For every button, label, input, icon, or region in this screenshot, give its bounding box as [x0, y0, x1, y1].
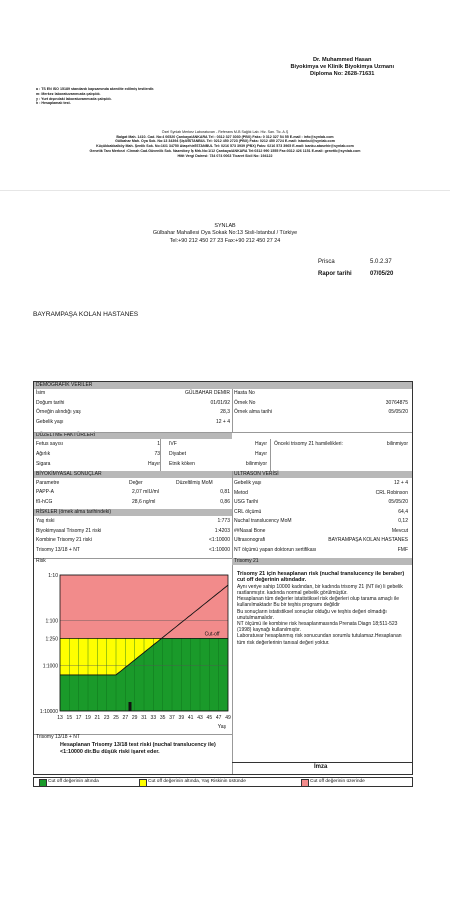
legend-label-red: Cut off değerinin üzerinde — [310, 779, 365, 784]
x-tick-label: 31 — [141, 715, 147, 721]
chart-x-axis — [57, 715, 231, 730]
us-value: CRL Robinson — [375, 490, 408, 496]
doctor-name: Dr. Muhammed Hasan — [313, 57, 372, 63]
us-value: Mevcut — [391, 528, 408, 534]
legend-label-yellow: Cut off değerinin altında, Yaş Riskinin üstünde — [148, 779, 246, 784]
y-tick-label: 1:250 — [45, 636, 58, 643]
section-trisomy21-title: Trisomy 21 — [232, 558, 412, 565]
us-label: Nuchal translucency MoM — [234, 518, 292, 524]
value-smoker: Hayır — [148, 461, 160, 467]
report-date-label: Rapor tarihi — [318, 271, 352, 277]
x-tick-label: 25 — [113, 715, 119, 721]
value-sample-no: 30764875 — [385, 400, 408, 406]
trisomy1318-text: Hesaplanan Trisomy 13/18 test riski (nuchal translucency ile) <1:10000 dir.Bu düşük riski işaret eder. — [60, 742, 216, 755]
page-divider — [0, 190, 450, 191]
section-trisomy1318-title: Trisomy 13/18 + NT — [36, 734, 80, 740]
mom-fb-hcg: 0,86 — [220, 499, 230, 505]
trisomy21-paragraph: Aynı veriye sahip 10000 kadından, bir kadında trisomy 21 (NT ile) li gebelik rastlanmıştır. kadında normal gebelik görülmüştür. — [237, 583, 403, 597]
value-papp-a: 2,07 mIU/ml — [132, 489, 159, 495]
column-divider — [270, 439, 271, 471]
legend-swatch-yellow — [139, 779, 147, 787]
address-line: Genetik Tanı Merkezi :Cinnah Cad.Güvenlik Sok. Nazmibey İş Mrk.No:1/12 Çankaya/ANKARA Tel:0312 990 1555 Fax:0312 426 1151 E-mail: genetik@synlab.com — [89, 148, 361, 153]
y-tick-label: 1:10 — [48, 573, 58, 579]
chart-y-axis — [40, 573, 58, 715]
x-axis-label: Yaş — [217, 724, 226, 730]
x-tick-label: 19 — [85, 715, 91, 721]
label-birth-date: Doğum tarihi — [36, 400, 65, 406]
us-value: 64,4 — [398, 509, 408, 515]
column-divider — [232, 558, 233, 774]
x-tick-label: 41 — [187, 715, 194, 721]
note-y: y : Yurt dışındaki laboratuvarımızda çalışıldı. — [36, 96, 112, 101]
x-tick-label: 39 — [178, 715, 185, 721]
section-risks-title: RİSKLER (örnek alma tarihindeki) — [34, 509, 232, 516]
x-tick-label: 37 — [169, 715, 175, 721]
column-divider — [160, 439, 161, 471]
x-tick-label: 21 — [94, 715, 101, 721]
prisca-version: 5.0.2.37 — [370, 259, 392, 265]
doctor-specialty: Biyokimya ve Klinik Biyokimya Uzmanı — [290, 64, 394, 70]
x-tick-label: 23 — [103, 715, 110, 721]
chart-plot-area — [60, 575, 228, 711]
chart-legend — [33, 777, 413, 787]
us-label: CRL ölçümü — [234, 509, 262, 515]
label-sample-age: Örneğin alındığı yaş — [36, 409, 81, 415]
trisomy21-paragraph: Bu sonuçların istatistiksel sonuçlar olduğu ve teşhis değeri olmadığı unutulmamalıdır. — [237, 608, 387, 621]
value-gestational-age: 12 + 4 — [215, 419, 230, 425]
us-label: USG Tarihi — [234, 499, 259, 505]
note-h: h : Hesaplamalı test. — [36, 101, 71, 106]
risk-label: Trisomy 13/18 + NT — [36, 547, 80, 553]
doctor-signature-block — [290, 57, 394, 78]
value-ivf: Hayır — [255, 441, 267, 447]
trisomy21-paragraph: Laboratuvar hesaplanmış risk sonucundan sorumlu tutulamaz.Hesaplanan tüm risk değerlerinin tanısal değeri yoktur. — [237, 633, 402, 646]
patient-marker — [129, 702, 132, 711]
param-fb-hcg: fß-hCG — [36, 499, 53, 505]
x-tick-label: 33 — [150, 715, 157, 721]
value-diabet: Hayır — [255, 451, 267, 457]
note-m: m: Merkez laboratuvarımızda çalışıldı. — [36, 91, 101, 96]
label-diabet: Diyabet — [169, 451, 186, 457]
legend-swatch-red — [301, 779, 309, 787]
risk-chart — [36, 565, 232, 733]
legend-label-green: Cut off değerinin altında — [48, 779, 99, 784]
trisomy21-summary: Trisomy 21 için hesaplanan risk (nuchal translucency ile beraber) cut off değerinin altındadır. — [237, 571, 405, 584]
label-ivf: IVF — [169, 441, 177, 447]
label-smoker: Sigara — [36, 461, 51, 467]
value-fetus-count: 1 — [157, 441, 160, 447]
param-papp-a: PAPP-A — [36, 489, 54, 495]
risk-value: <1:10000 — [209, 537, 230, 543]
x-tick-label: 35 — [159, 715, 166, 721]
value-birth-date: 01/01/92 — [210, 400, 230, 406]
label-name: İsim — [36, 390, 46, 396]
doctor-diploma: Diploma No: 2628-71631 — [310, 71, 375, 77]
address-line: Balgat Mah. 1410. Cad. No:4 06520 Çankaya/ANKARA Tel : 0312 327 3030 (PBX) Faks: 0 312 327 54 55 E-mail : info@synlab.com — [116, 134, 334, 139]
legend-swatch-green — [39, 779, 47, 787]
x-tick-label: 45 — [206, 715, 213, 721]
section-demographic-title: DEMOGRAFİK VERİLER — [34, 382, 412, 389]
label-weight: Ağırlık — [36, 451, 51, 457]
risk-label: Yaş riski — [36, 518, 55, 524]
value-name: GÜLBAHAR DEMIR — [184, 390, 230, 396]
trisomy21-paragraph: NT ölçümü ile kombine risk hesaplanmasında Prenata Diagn 18;511-523 (1998) kaynağı kullanılmıştır. — [237, 621, 398, 634]
col-param: Parametre — [36, 480, 60, 486]
x-tick-label: 13 — [57, 715, 63, 721]
lab-phone: Tel:+90 212 450 27 23 Fax:+90 212 450 27 24 — [169, 237, 281, 244]
chart-title: Risk — [36, 558, 46, 564]
us-value: 12 + 4 — [393, 480, 408, 486]
trisomy21-text — [237, 571, 407, 646]
value-sample-date: 05/05/20 — [388, 409, 408, 415]
value-sample-age: 28,3 — [220, 409, 230, 415]
section-correction-title: DÜZELTME FAKTÖRLERİ — [34, 432, 232, 439]
column-divider — [232, 389, 233, 432]
col-adjusted-mom: Düzeltilmiş MoM — [176, 480, 213, 486]
value-prev-t21: bilinmiyor — [386, 441, 408, 447]
label-prev-t21: Önceki trisomy 21 hamilelikleri: — [274, 441, 343, 447]
accreditation-notes — [36, 87, 154, 106]
prisca-label: Prisca — [318, 259, 335, 265]
risk-label: Biyokimyasal Trisomy 21 riski — [36, 528, 102, 534]
address-line: Özel Synlab Merkez Laboratuvarı - Referans M-B Sağlık Lab. Hiz. San. Tic. A.Ş — [161, 130, 289, 134]
hospital-name: BAYRAMPAŞA KOLAN HASTANES — [33, 311, 139, 318]
x-tick-label: 29 — [131, 715, 138, 721]
x-tick-label: 27 — [122, 715, 129, 721]
value-weight: 73 — [154, 451, 160, 457]
report-date: 07/05/20 — [370, 271, 394, 277]
signature-label: İmza — [314, 764, 328, 770]
risk-value: <1:10000 — [209, 547, 230, 553]
us-label: Gebelik yaşı — [234, 480, 262, 486]
trisomy21-paragraph: Hesaplanan tüm değerler istatistiksel risk değerleri olup tarama amaçlı ile kullanılmaktadır Bu bir teşhis programı değildir — [237, 596, 400, 609]
risk-label: Kombine Trisomy 21 riski — [36, 537, 92, 543]
column-divider — [232, 471, 233, 563]
label-gestational-age: Gebelik yaşı — [36, 419, 64, 425]
address-line: Küçükbakkalköy Mah. Şenlik Sok. No:16/1 34750 Ataşehir/İSTANBUL Tel: 0216 573 3939 (PBX) Faks: 0216 573 3965 E-mail: banku.atasehir@synlab.com — [96, 144, 354, 149]
us-value: FMF — [397, 547, 408, 553]
risk-value: 1:773 — [217, 518, 230, 524]
lab-name: SYNLAB — [214, 223, 236, 229]
col-value: Değer — [129, 480, 143, 486]
us-value: 05/05/20 — [388, 499, 408, 505]
y-tick-label: 1:1000 — [42, 663, 58, 670]
note-a: a : TS EN ISO 15189 standardı kapsamında akredite edilmiş testlerdir. — [36, 87, 155, 91]
y-tick-label: 1:10000 — [39, 709, 58, 715]
us-label: ##Nasal Bone — [234, 528, 266, 534]
x-tick-label: 43 — [197, 715, 203, 721]
label-fetus-count: Fetus sayısı — [36, 441, 63, 447]
section-ultrasound-title: ULTRASON VERİSİ — [232, 471, 412, 478]
risk-value: 1:4203 — [214, 528, 230, 534]
risk-zone-high — [60, 575, 228, 638]
x-tick-label: 49 — [225, 715, 231, 721]
address-line: Hitit Vergi Dairesi: 734 074 0063 Ticaret Sicil No: 194122 — [177, 153, 273, 158]
x-tick-label: 47 — [215, 715, 222, 721]
value-fb-hcg: 28,6 ng/ml — [132, 499, 156, 505]
value-ethnic: bilinmiyor — [245, 461, 267, 467]
y-tick-label: 1:100 — [45, 618, 58, 625]
label-patient-no: Hasta No — [234, 390, 255, 396]
us-value: 0,12 — [398, 518, 408, 524]
report-lab-header — [0, 223, 450, 245]
x-tick-label: 15 — [66, 715, 73, 721]
signature-divider — [232, 762, 412, 763]
us-label: Ultrasonografi — [234, 537, 266, 543]
label-sample-no: Örnek No — [234, 400, 256, 406]
cutoff-label: Cut-off — [204, 631, 220, 638]
lab-address: Gülbahar Mahallesi Oya Sokak No:13 Sisli-Istanbul / Türkiye — [152, 230, 298, 237]
section-biochem-title: BİYOKİMYASAL SONUÇLAR — [34, 471, 232, 478]
x-tick-label: 17 — [75, 715, 82, 721]
us-label: Metod — [234, 490, 248, 496]
row-divider — [34, 432, 412, 433]
label-ethnic: Etnik köken — [169, 461, 195, 467]
us-value: BAYRAMPAŞA KOLAN HASTANES — [328, 537, 408, 543]
label-sample-date: Örnek alma tarihi — [234, 409, 273, 415]
us-label: NT ölçümü yapan doktorun sertifikası — [234, 547, 317, 553]
address-line: Gülbahar Mah. Oya Sok. No:13 34394 Şişli/İSTANBUL Tel: 0212 450 2723 (PBX) Faks: 0212 450 2724 E-mail: istanbul@synlab.com — [115, 139, 335, 144]
lab-addresses — [30, 130, 420, 158]
mom-papp-a: 0,81 — [220, 489, 230, 495]
